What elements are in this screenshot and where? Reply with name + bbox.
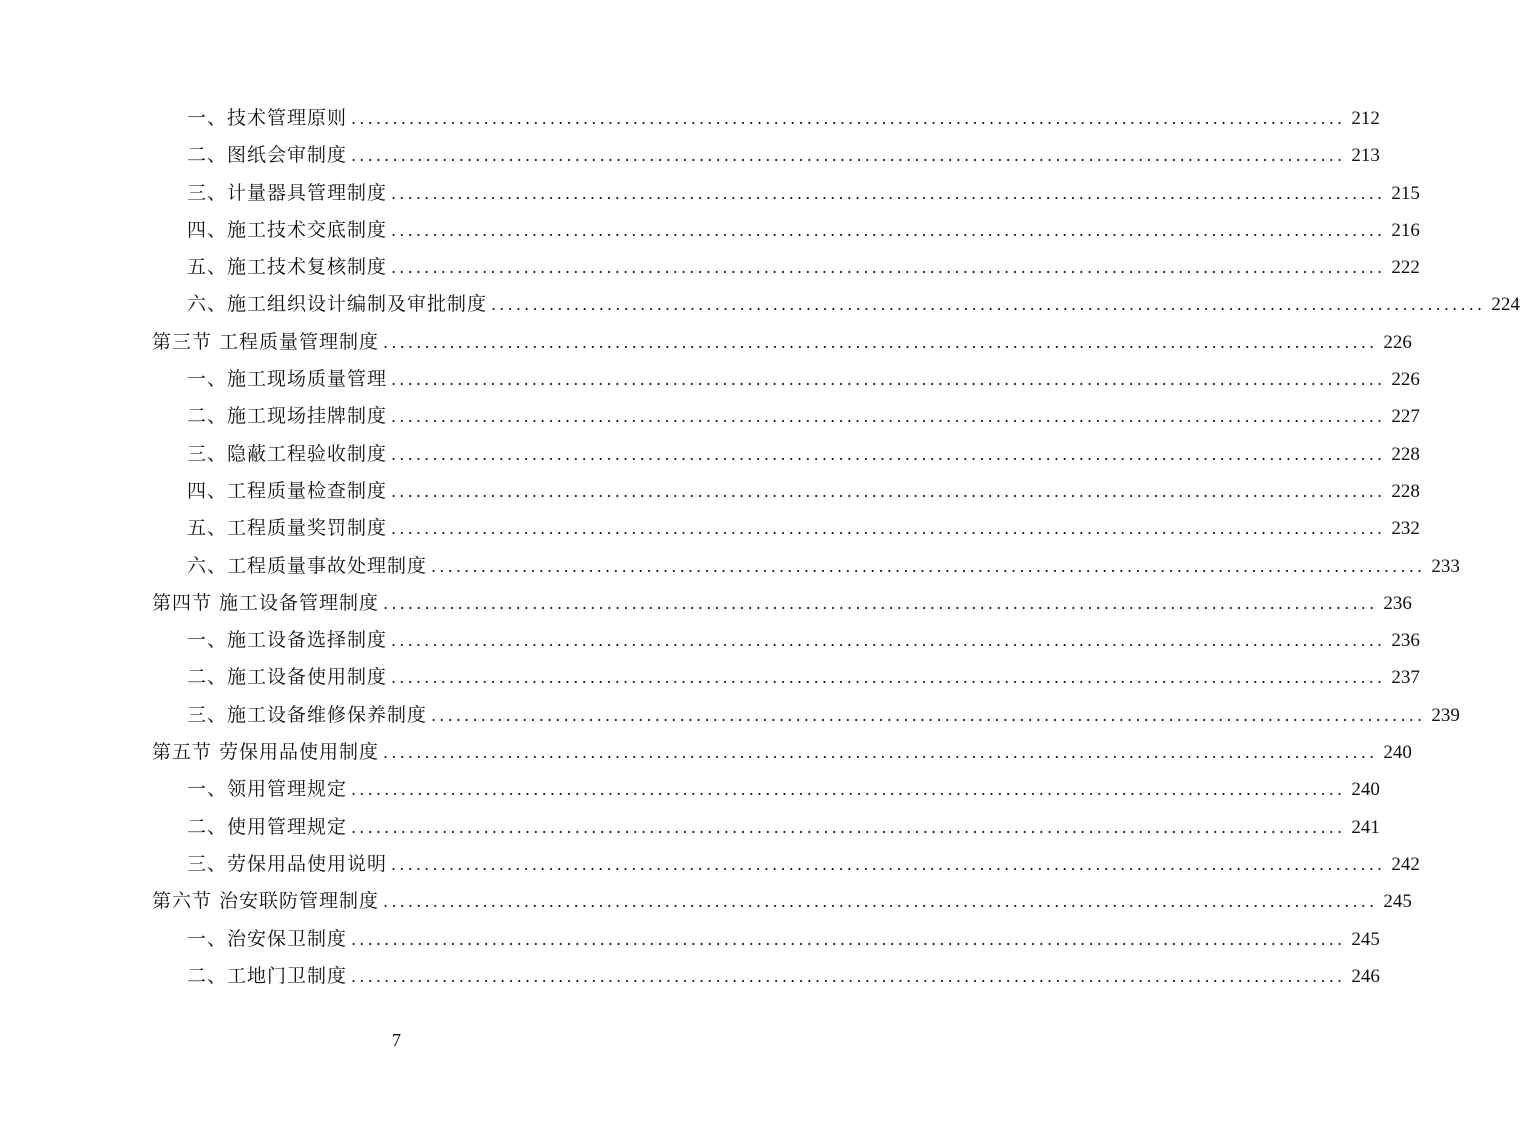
toc-dot-leader: ........................................................................................................................ — [351, 146, 1346, 166]
toc-subsection-entry[interactable] — [0, 473, 1420, 510]
toc-entry-page: 227 — [1391, 406, 1420, 428]
toc-dot-leader: ........................................................................................................................ — [351, 817, 1346, 837]
toc-subsection-entry[interactable] — [0, 398, 1420, 435]
toc-entry-page: 245 — [1351, 928, 1380, 950]
toc-entry-title: 五、工程质量奖罚制度 — [187, 517, 388, 540]
toc-dot-leader: ........................................................................................................................ — [391, 631, 1386, 651]
toc-dot-leader: ........................................................................................................................ — [391, 854, 1386, 874]
toc-dot-leader: ........................................................................................................................ — [391, 668, 1386, 688]
toc-dot-leader: ........................................................................................................................ — [383, 332, 1378, 352]
toc-entry-page: 236 — [1383, 592, 1412, 614]
toc-entry-page: 240 — [1351, 779, 1380, 801]
toc-section-entry[interactable] — [0, 883, 1412, 920]
toc-subsection-entry[interactable] — [0, 958, 1380, 995]
toc-entry-line — [187, 361, 1420, 398]
toc-section-entry[interactable] — [0, 585, 1412, 622]
toc-entry-page: 228 — [1391, 443, 1420, 465]
toc-subsection-entry[interactable] — [0, 249, 1420, 286]
toc-subsection-entry[interactable] — [0, 659, 1420, 696]
toc-entry-line — [187, 510, 1420, 547]
toc-subsection-entry[interactable] — [0, 137, 1380, 174]
toc-entry-page: 233 — [1431, 555, 1460, 577]
toc-entry-page: 224 — [1491, 294, 1520, 316]
toc-dot-leader: ........................................................................................................................ — [391, 519, 1386, 539]
toc-entry-line — [187, 398, 1420, 435]
toc-subsection-entry[interactable] — [0, 510, 1420, 547]
toc-entry-title: 一、领用管理规定 — [187, 778, 348, 801]
toc-dot-leader: ........................................................................................................................ — [351, 780, 1346, 800]
toc-entry-page: 213 — [1351, 145, 1380, 167]
page-number: 7 — [392, 1030, 401, 1050]
toc-entry-line — [187, 286, 1520, 323]
toc-entry-title: 一、技术管理原则 — [187, 107, 348, 129]
toc-entry-page: 226 — [1391, 369, 1420, 391]
toc-entry-line — [187, 175, 1420, 212]
toc-entry-line — [187, 212, 1420, 249]
toc-entry-title: 二、施工现场挂牌制度 — [187, 405, 388, 428]
toc-entry-line — [187, 548, 1460, 585]
toc-entry-title: 二、施工设备使用制度 — [187, 666, 388, 689]
toc-subsection-entry[interactable] — [0, 436, 1420, 473]
toc-entry-title: 三、计量器具管理制度 — [187, 181, 388, 204]
toc-subsection-entry[interactable] — [0, 697, 1460, 734]
toc-subsection-entry[interactable] — [0, 286, 1520, 323]
toc-dot-leader: ........................................................................................................................ — [391, 220, 1386, 240]
toc-entry-page: 239 — [1431, 704, 1460, 726]
toc-entry-title: 五、施工技术复核制度 — [187, 256, 388, 279]
toc-dot-leader: ........................................................................................................................ — [391, 370, 1386, 390]
toc-dot-leader: ........................................................................................................................ — [351, 966, 1346, 986]
toc-entry-title: 二、图纸会审制度 — [187, 144, 348, 167]
toc-dot-leader: ........................................................................................................................ — [391, 407, 1386, 427]
toc-entry-title: 三、隐蔽工程验收制度 — [187, 442, 388, 465]
toc-entry-line — [187, 137, 1380, 174]
toc-subsection-entry[interactable] — [0, 175, 1420, 212]
toc-entry-title: 第五节 劳保用品使用制度 — [152, 741, 380, 764]
toc-dot-leader: ........................................................................................................................ — [391, 258, 1386, 278]
toc-entry-title: 二、使用管理规定 — [187, 815, 348, 838]
toc-dot-leader: ........................................................................................................................ — [391, 183, 1386, 203]
toc-entry-page: 246 — [1351, 965, 1380, 987]
toc-entry-page: 245 — [1383, 891, 1412, 913]
toc-entry-page: 237 — [1391, 667, 1420, 689]
toc-entry-line — [187, 436, 1420, 473]
toc-entry-page: 242 — [1391, 853, 1420, 875]
toc-entry-title: 第三节 工程质量管理制度 — [152, 330, 380, 353]
toc-entry-title: 第四节 施工设备管理制度 — [152, 591, 380, 614]
toc-dot-leader: ........................................................................................................................ — [383, 892, 1378, 912]
toc-section-entry[interactable] — [0, 734, 1412, 771]
toc-subsection-entry[interactable] — [0, 771, 1380, 808]
toc-entry-page: 215 — [1391, 182, 1420, 204]
toc-entry-line — [187, 473, 1420, 510]
toc-entry-line — [187, 249, 1420, 286]
toc-dot-leader: ........................................................................................................................ — [383, 743, 1378, 763]
table-of-contents — [0, 100, 1520, 995]
toc-entry-line — [152, 585, 1412, 622]
toc-entry-title: 六、施工组织设计编制及审批制度 — [187, 293, 488, 316]
toc-entry-line — [152, 883, 1412, 920]
toc-dot-leader: ........................................................................................................................ — [391, 444, 1386, 464]
toc-entry-page: 236 — [1391, 630, 1420, 652]
toc-entry-title: 六、工程质量事故处理制度 — [187, 554, 428, 577]
toc-subsection-entry[interactable] — [0, 921, 1380, 958]
toc-entry-title: 四、施工技术交底制度 — [187, 218, 388, 241]
toc-dot-leader: ........................................................................................................................ — [391, 481, 1386, 501]
toc-dot-leader: ........................................................................................................................ — [351, 109, 1346, 128]
toc-entry-line — [187, 622, 1420, 659]
toc-entry-page: 216 — [1391, 219, 1420, 241]
toc-entry-line — [187, 846, 1420, 883]
toc-entry-title: 一、施工设备选择制度 — [187, 629, 388, 652]
toc-subsection-entry[interactable] — [0, 100, 1380, 137]
toc-entry-page: 241 — [1351, 816, 1380, 838]
toc-entry-title: 一、治安保卫制度 — [187, 927, 348, 950]
toc-dot-leader: ........................................................................................................................ — [431, 705, 1426, 725]
toc-entry-line — [152, 324, 1412, 361]
toc-entry-line — [187, 809, 1380, 846]
toc-entry-title: 三、劳保用品使用说明 — [187, 852, 388, 875]
toc-subsection-entry[interactable] — [0, 846, 1420, 883]
toc-entry-page: 222 — [1391, 257, 1420, 279]
toc-section-entry[interactable] — [0, 324, 1412, 361]
toc-entry-title: 四、工程质量检查制度 — [187, 479, 388, 502]
toc-entry-line — [152, 734, 1412, 771]
toc-entry-line — [187, 958, 1380, 995]
toc-subsection-entry[interactable] — [0, 809, 1380, 846]
toc-entry-page: 226 — [1383, 331, 1412, 353]
toc-entry-page: 212 — [1351, 108, 1380, 129]
toc-entry-line — [187, 697, 1460, 734]
toc-entry-title: 二、工地门卫制度 — [187, 964, 348, 987]
toc-dot-leader: ........................................................................................................................ — [383, 593, 1378, 613]
toc-dot-leader: ........................................................................................................................ — [431, 556, 1426, 576]
toc-entry-title: 三、施工设备维修保养制度 — [187, 703, 428, 726]
toc-entry-page: 228 — [1391, 480, 1420, 502]
toc-subsection-entry[interactable] — [0, 212, 1420, 249]
toc-entry-line — [187, 100, 1380, 137]
toc-entry-page: 240 — [1383, 742, 1412, 764]
toc-entry-title: 第六节 治安联防管理制度 — [152, 890, 380, 913]
toc-entry-title: 一、施工现场质量管理 — [187, 368, 388, 391]
toc-entry-line — [187, 771, 1380, 808]
toc-subsection-entry[interactable] — [0, 548, 1460, 585]
toc-entry-line — [187, 921, 1380, 958]
toc-dot-leader: ........................................................................................................................ — [351, 929, 1346, 949]
toc-entry-page: 232 — [1391, 518, 1420, 540]
toc-entry-line — [187, 659, 1420, 696]
toc-subsection-entry[interactable] — [0, 361, 1420, 398]
toc-subsection-entry[interactable] — [0, 622, 1420, 659]
toc-dot-leader: ........................................................................................................................ — [491, 295, 1486, 315]
